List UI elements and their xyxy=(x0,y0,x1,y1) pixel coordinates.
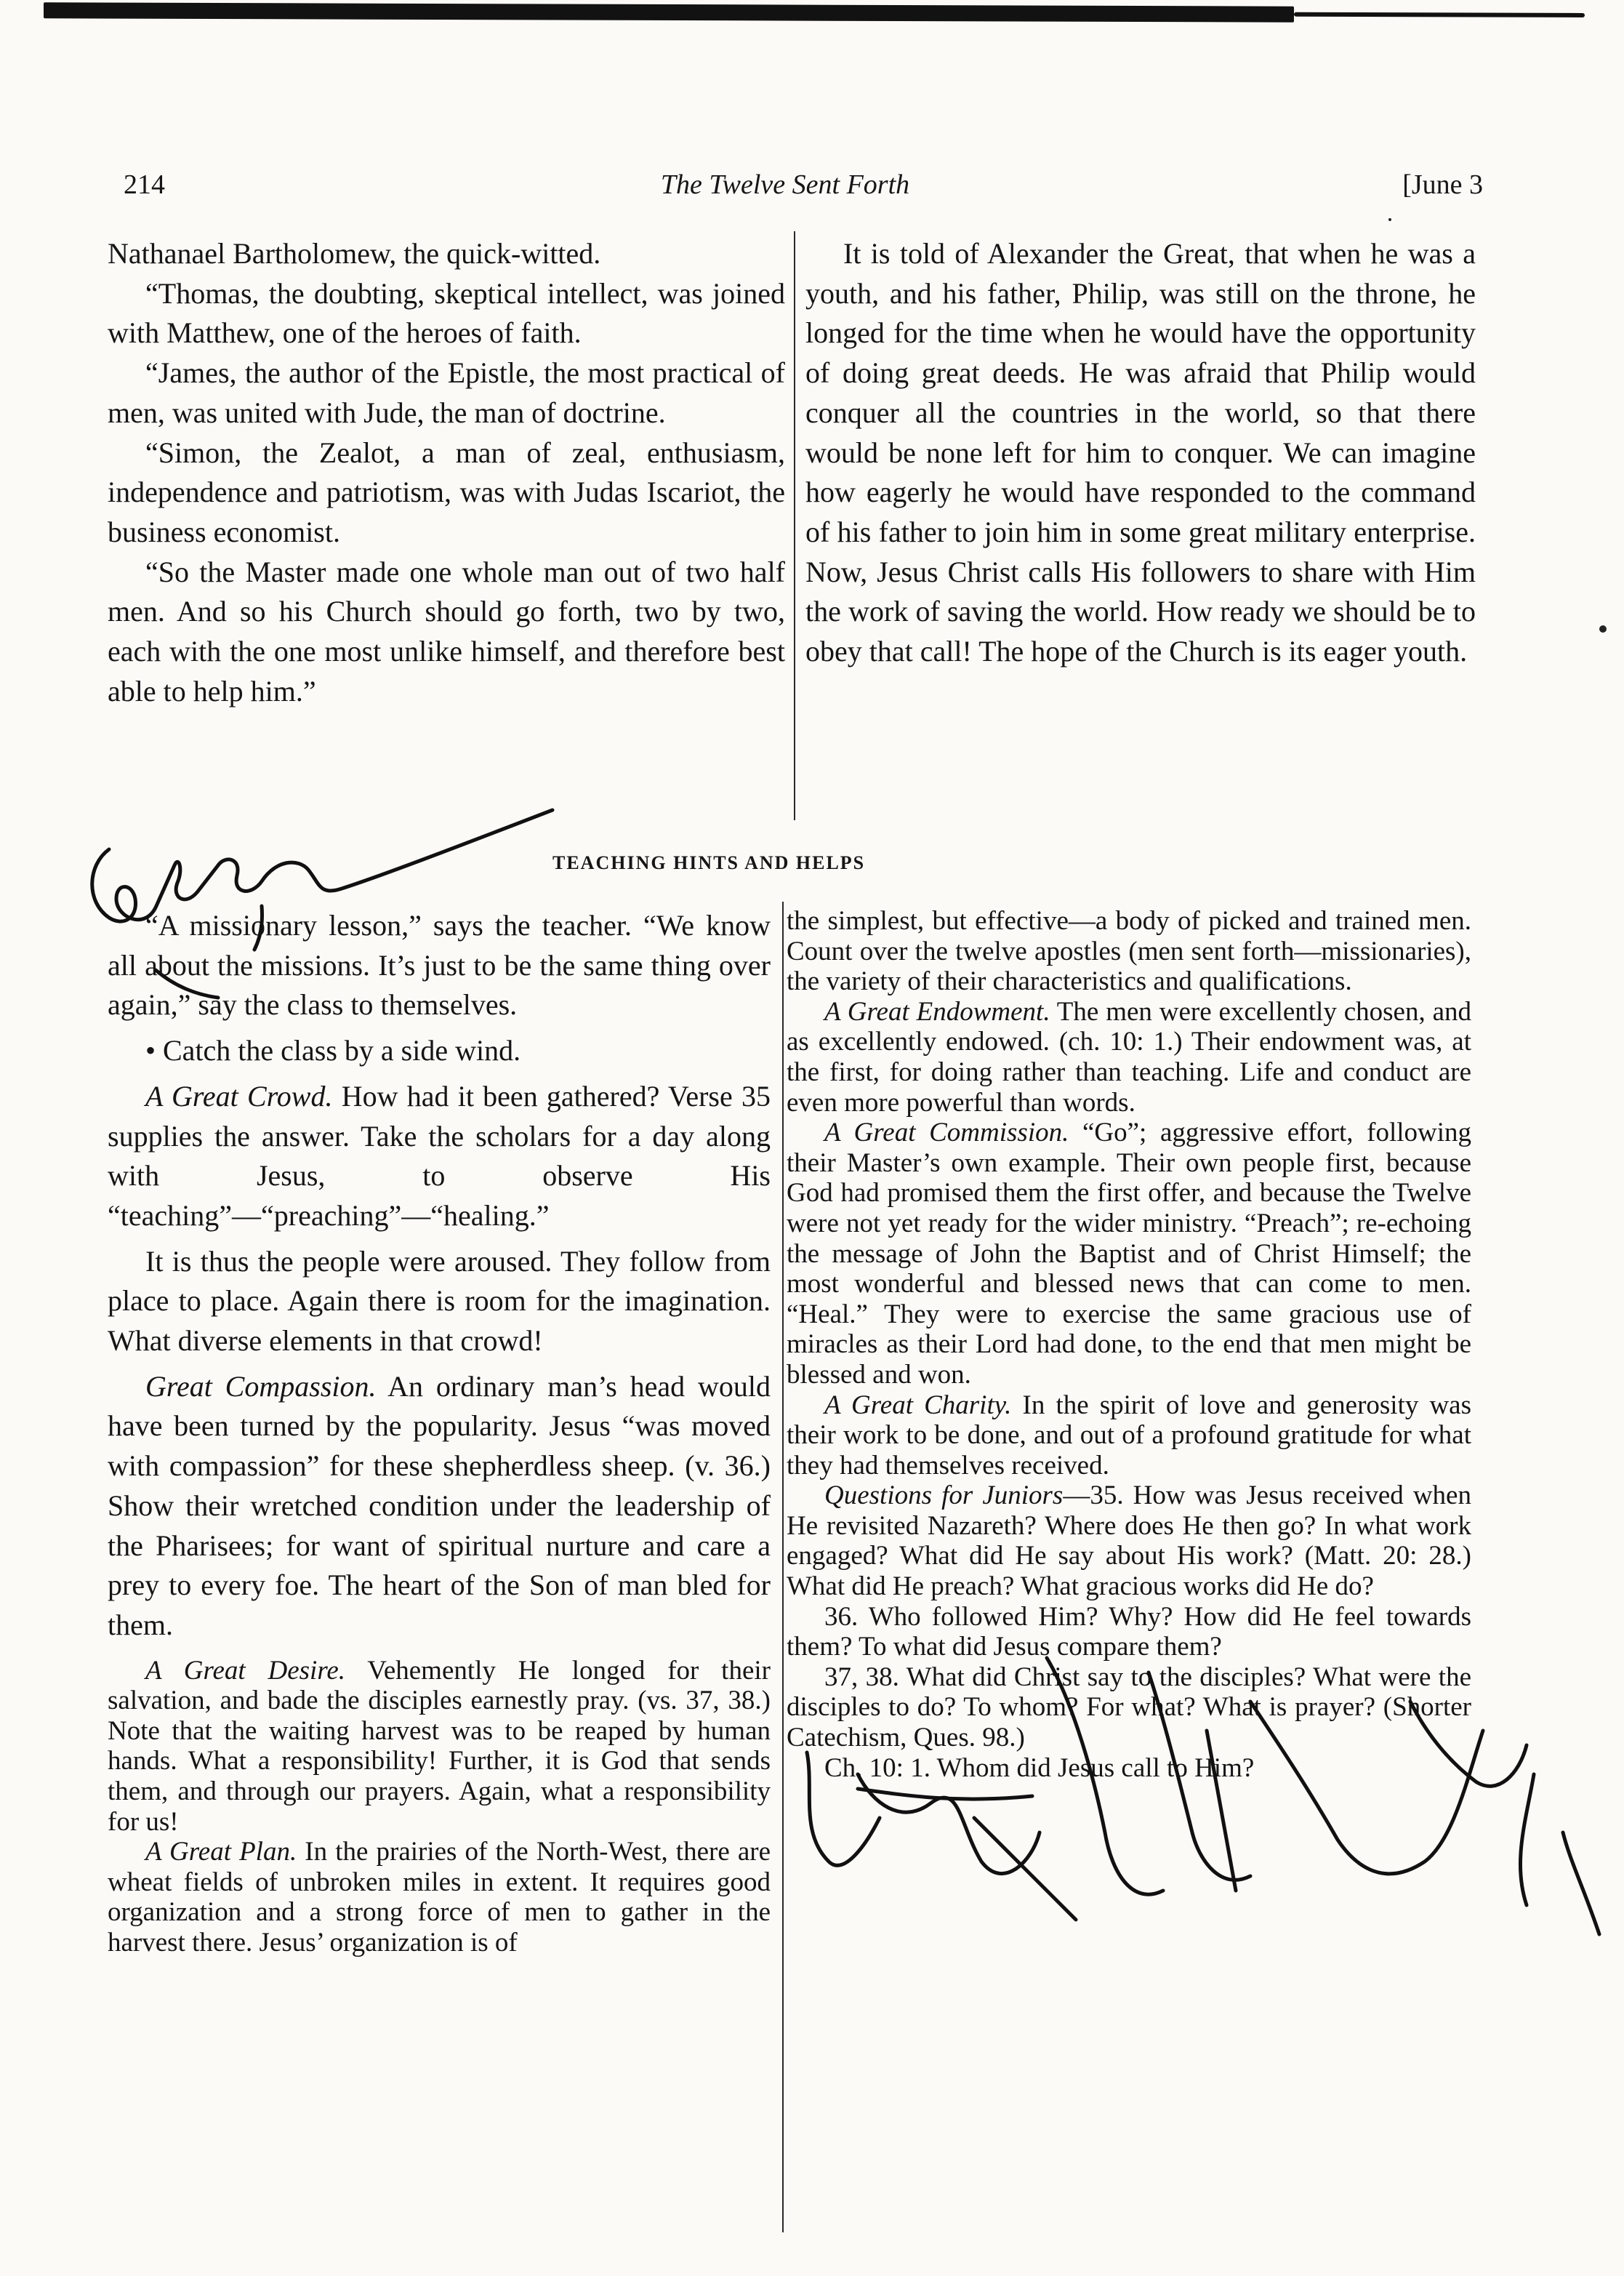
ink-speck xyxy=(1388,218,1391,221)
paragraph: “James, the author of the Epistle, the most practical of men, was united with Jude, the man of doctrine. xyxy=(108,356,785,429)
section-heading: TEACHING HINTS AND HELPS xyxy=(552,852,866,873)
scribble-stroke xyxy=(92,810,552,921)
scribble-stroke xyxy=(1520,1774,1534,1905)
column-divider xyxy=(794,231,795,820)
paragraph-text: The men were excellently chosen, and as excellently endowed. (ch. 10: 1.) Their endowment was, at the first, for doing rather than teaching. Life and conduct are even more powerful than words. xyxy=(787,996,1471,1118)
top-left-column xyxy=(108,234,785,823)
bottom-left-column xyxy=(108,906,771,2231)
paragraph-text: “Go”; aggressive effort, following their Master’s own example. Their own people first, because God had promised them the first offer, and because the Twelve were not yet ready for the wider ministry. “Preach”; re-echoing the message of John the Baptist and of Christ Himself; the most wonderful and blessed news that can come to men. “Heal.” They were to exercise the same gracious use of miracles as their Lord had done, to the end that men might be blessed and won. xyxy=(787,1118,1471,1390)
paragraph xyxy=(108,1837,771,1958)
paragraph: “So the Master made one whole man out of two half men. And so his Church should go forth, two by two, each with the one most unlike himself, and therefore best able to help him.” xyxy=(108,555,785,708)
paragraph-text: In the spirit of love and generosity was their work to be done, and out of a profound gratitude for what they had themselves received. xyxy=(787,1390,1471,1480)
paragraph-text: In the prairies of the North-West, there are wheat fields of unbroken miles in extent. It requires good organization and a strong force of men to gather in the harvest there. Jesus’ organization is of xyxy=(108,1837,771,1958)
paragraph: Ch. 10: 1. Whom did Jesus call to Him? xyxy=(824,1752,1255,1783)
issue-date: [June 3 xyxy=(1402,169,1483,200)
paragraph: • Catch the class by a side wind. xyxy=(145,1034,521,1067)
paragraph xyxy=(108,1367,771,1646)
subheading: A Great Endowment. xyxy=(824,996,1050,1027)
paragraph: 37, 38. What did Christ say to the disciples? What were the disciples to do? To whom? For what? What is prayer? (Shorter Catechism, Ques. 98.) xyxy=(787,1662,1471,1753)
bottom-right-column xyxy=(787,906,1471,2231)
subheading: A Great Charity. xyxy=(824,1390,1012,1420)
subheading: A Great Crowd. xyxy=(145,1079,333,1113)
column-divider xyxy=(782,902,784,2232)
top-edge-rule xyxy=(44,2,1294,22)
paragraph-text: Vehemently He longed for their salvation, and bade the disciples earnestly pray. (vs. 37, 38.) Note that the waiting harvest was to be reaped by human hands. What a responsibility! Further, it is God that sends them, and through our prayers. Again, what a responsibility for us! xyxy=(108,1655,771,1837)
paragraph xyxy=(108,1077,771,1236)
paragraph: 36. Who followed Him? Why? How did He feel towards them? To what did Jesus compare them? xyxy=(787,1601,1471,1662)
paragraph: “Thomas, the doubting, skeptical intellect, was joined with Matthew, one of the heroes of faith. xyxy=(108,276,785,350)
running-header xyxy=(87,169,1483,212)
paragraph: Nathanael Bartholomew, the quick-witted. xyxy=(108,237,601,270)
paragraph: “A missionary lesson,” says the teacher. “We know all about the missions. It’s just to be the same thing over again,” say the class to themselves. xyxy=(108,909,771,1022)
paragraph xyxy=(787,997,1471,1118)
running-title: The Twelve Sent Forth xyxy=(660,169,910,200)
subheading: Questions for Juniors xyxy=(824,1480,1064,1511)
ink-speck xyxy=(1599,625,1607,633)
paragraph-text: —35. How was Jesus received when He revisited Nazareth? Where does He then go? In what work engaged? What did He say about His work? (Matt. 20: 28.) What did He preach? What gracious works did He do? xyxy=(787,1480,1471,1602)
small-text-block xyxy=(108,1656,771,1958)
paragraph: It is told of Alexander the Great, that when he was a youth, and his father, Philip, was still on the throne, he longed for the time when he would have the opportunity of doing great deeds. He was afraid that Philip would conquer all the countries in the world, so that there would be none left for him to conquer. We can imagine how eagerly he would have responded to the command of his father to join him in some great military enterprise. Now, Jesus Christ calls His followers to share with Him the work of saving the world. How ready we should be to obey that call! The hope of the Church is its eager youth. xyxy=(805,237,1476,668)
paragraph-text: How had it been gathered? Verse 35 supplies the answer. Take the scholars for a day along with Jesus, to observe His “teaching”—“preaching”—“healing.” xyxy=(108,1079,771,1232)
page-number: 214 xyxy=(124,169,165,200)
subheading: A Great Commission. xyxy=(824,1118,1069,1148)
paragraph-text: An ordinary man’s head would have been turned by the popularity. Jesus “was moved with compassion” for these shepherdless sheep. (v. 36.) Show their wretched condition under the leadership of the Pharisees; for want of spiritual nurture and care a prey to every foe. The heart of the Son of man bled for them. xyxy=(108,1369,771,1641)
paragraph xyxy=(787,1480,1471,1601)
paragraph: the simplest, but effective—a body of picked and trained men. Count over the twelve apostles (men sent forth—missionaries), the variety of their characteristics and qualifications. xyxy=(787,906,1471,997)
paragraph xyxy=(787,1118,1471,1390)
paragraph xyxy=(787,1390,1471,1481)
paragraph xyxy=(108,1656,771,1838)
scribble-stroke xyxy=(1563,1832,1599,1934)
subheading: Great Compassion. xyxy=(145,1369,377,1403)
subheading: A Great Desire. xyxy=(145,1655,346,1686)
top-right-column xyxy=(805,234,1476,823)
subheading: A Great Plan. xyxy=(145,1837,297,1867)
paragraph: “Simon, the Zealot, a man of zeal, enthusiasm, independence and patriotism, was with Judas Iscariot, the business economist. xyxy=(108,436,785,548)
paragraph: It is thus the people were aroused. They follow from place to place. Again there is room for the imagination. What diverse elements in that crowd! xyxy=(108,1244,771,1358)
